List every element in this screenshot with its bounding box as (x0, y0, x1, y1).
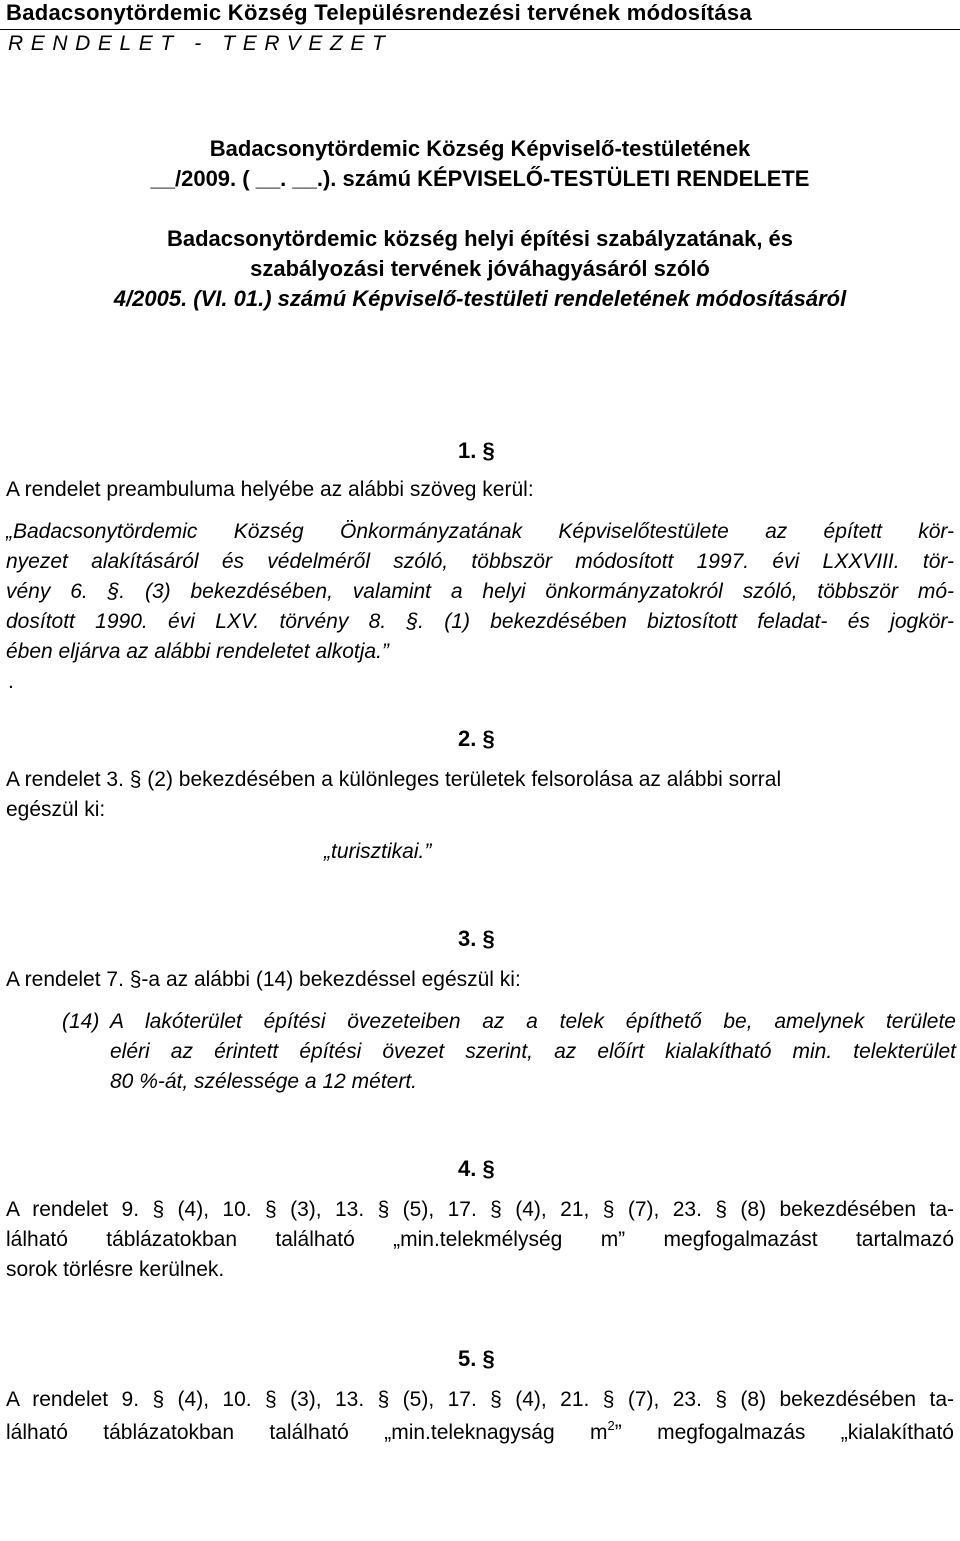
section-2-quote: „turisztikai.” (324, 840, 432, 863)
section-1-quote-line: dosított 1990. évi LXV. törvény 8. §. (1) bekezdésében biztosított feladat- és jogkör- (6, 610, 954, 633)
section-2-line: egészül ki: (6, 798, 106, 821)
section-4-line: A rendelet 9. § (4), 10. § (3), 13. § (5), 17. § (4), 21, § (7), 23. § (8) bekezdésében ta- (6, 1198, 954, 1221)
decree-title-line-1: Badacsonytördemic Község Képviselő-testületének (209, 136, 751, 161)
section-5-line-2-post: ” megfogalmazás „kialakítható (614, 1421, 954, 1444)
section-1-quote-line: vény 6. §. (3) bekezdésében, valamint a helyi önkormányzatokról szóló, többször mó- (6, 580, 954, 603)
document-header-title: Badacsonytördemic Község Településrendezési tervének módosítása (6, 0, 752, 25)
section-5-line-1: A rendelet 9. § (4), 10. § (3), 13. § (5), 17. § (4), 21. § (7), 23. § (8) bekezdésében ta- (6, 1388, 954, 1411)
section-2-number: 2. § (458, 726, 495, 751)
section-1-quote-line: ében eljárva az alábbi rendeletet alkotja.” (6, 640, 389, 663)
section-3-item-line: eléri az érintett építési övezet szerint, az előírt kialakítható min. telekterület (110, 1040, 956, 1063)
header-divider (0, 29, 960, 30)
section-1-dot: . (8, 670, 14, 693)
decree-title-line-3: Badacsonytördemic község helyi építési szabályzatának, és (166, 226, 794, 251)
section-3-item-label: (14) (62, 1010, 100, 1033)
section-1-quote-line: „Badacsonytördemic Község Önkormányzatának Képviselőtestülete az épített kör- (6, 520, 954, 543)
section-3-item-line: A lakóterület építési övezeteiben az a telek építhető be, amelynek területe (110, 1010, 956, 1033)
section-4-number: 4. § (458, 1156, 495, 1181)
section-3-intro: A rendelet 7. §-a az alábbi (14) bekezdéssel egészül ki: (6, 968, 521, 991)
section-5-number: 5. § (458, 1346, 495, 1371)
section-3-number: 3. § (458, 926, 495, 951)
section-2-line: A rendelet 3. § (2) bekezdésében a különleges területek felsorolása az alábbi sorral (6, 768, 782, 791)
section-3-item-line: 80 %-át, szélessége a 12 métert. (110, 1070, 417, 1093)
decree-title-line-2: __/2009. ( __. __.). számú KÉPVISELŐ-TESTÜLETI RENDELETE (150, 166, 810, 191)
section-5-line-2 (6, 1418, 954, 1445)
section-1-intro: A rendelet preambuluma helyébe az alábbi szöveg kerül: (6, 478, 534, 501)
document-header-subtitle: RENDELET - TERVEZET (8, 32, 393, 55)
section-4-line: sorok törlésre kerülnek. (6, 1258, 225, 1281)
decree-title-line-4: szabályozási tervének jóváhagyásáról szóló (250, 256, 710, 281)
section-4-line: lálható táblázatokban található „min.telekmélység m” megfogalmazást tartalmazó (6, 1228, 954, 1251)
section-5-line-2-pre: lálható táblázatokban található „min.teleknagyság m (6, 1421, 608, 1444)
section-1-quote-line: nyezet alakításáról és védelméről szóló, többször módosított 1997. évi LXXVIII. tör- (6, 550, 954, 573)
superscript-2: 2 (607, 1418, 615, 1433)
section-1-number: 1. § (458, 438, 495, 463)
decree-title-line-5: 4/2005. (VI. 01.) számú Képviselő-testületi rendeletének módosításáról (113, 286, 847, 311)
